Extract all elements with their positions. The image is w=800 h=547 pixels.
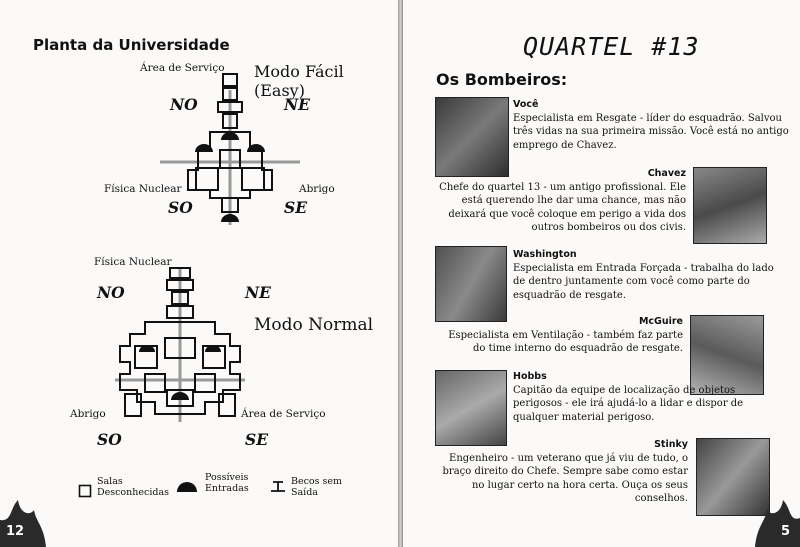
flame-icon (755, 500, 800, 547)
easy-dir-ne: NE (284, 95, 310, 114)
member-hobbs (513, 370, 783, 424)
normal-label-top: Física Nuclear (94, 256, 172, 268)
normal-floor-map (105, 262, 255, 432)
member-description: Especialista em Entrada Forçada - trabalha do lado de dentro juntamente com você como parte do esquadrão de resgate. (513, 262, 774, 301)
page-title: Planta da Universidade (33, 36, 230, 54)
page-number: 5 (781, 524, 791, 539)
page-number: 12 (6, 524, 25, 539)
legend-possible-entrances-line2: Entradas (205, 483, 249, 494)
member-photo-chavez (693, 167, 767, 244)
normal-label-right: Área de Serviço (241, 408, 326, 420)
member-voce (513, 98, 793, 152)
easy-dir-se: SE (284, 198, 308, 217)
possible-entrance-icon (221, 214, 239, 222)
normal-mode-label: Modo Normal (254, 315, 374, 335)
normal-label-left: Abrigo (70, 408, 106, 420)
member-name: McGuire (638, 316, 683, 327)
normal-dir-ne: NE (245, 283, 271, 302)
left-page (0, 0, 398, 547)
legend-unknown-rooms (97, 476, 169, 498)
section-title: Os Bombeiros: (436, 70, 568, 89)
member-name: Stinky (654, 439, 688, 450)
easy-label-left: Física Nuclear (104, 183, 182, 195)
easy-label-right: Abrigo (299, 183, 335, 195)
member-description: Especialista em Ventilação - também faz parte do time interno do esquadrão de resgate. (448, 329, 683, 354)
member-description: Especialista em Resgate - líder do esquadrão. Salvou três vidas na sua primeira missão. Você está no antigo emprego de Chavez. (513, 112, 789, 151)
member-chavez (433, 167, 686, 235)
member-name: Hobbs (513, 371, 547, 382)
legend-unknown-rooms-line2: Desconhecidas (97, 487, 169, 498)
page-title: QUARTEL #13 (523, 32, 700, 61)
normal-dir-nw: NO (97, 283, 125, 302)
normal-dir-se: SE (245, 430, 269, 449)
member-description: Engenheiro - um veterano que já viu de tudo, o braço direito do Chefe. Sempre sabe como estar no lugar certo na hora certa. Ouça os seus conselhos. (442, 452, 688, 504)
easy-mode-label: Modo Fácil (Easy) (254, 62, 344, 100)
possible-entrance-icon (221, 132, 239, 140)
legend-dead-ends (291, 476, 342, 498)
legend-unknown-rooms-line1: Salas (97, 476, 123, 487)
member-description: Chefe do quartel 13 - um antigo profissional. Ele está querendo lhe dar uma chance, mas não deixará que você coloque em perigo a vida dos outros bombeiros ou dos civis. (439, 181, 686, 233)
dead-end-icon (268, 478, 288, 494)
unknown-room-icon (78, 484, 92, 498)
right-page (403, 0, 800, 547)
member-photo-voce (435, 97, 509, 177)
legend-possible-entrances (205, 472, 249, 494)
easy-label-top: Área de Serviço (140, 62, 225, 74)
member-mcguire (433, 315, 683, 356)
member-name: Washington (513, 249, 577, 260)
member-description: Capitão da equipe de localização de objetos perigosos - ele irá ajudá-lo a lidar e dispor de qualquer material perigoso. (513, 384, 744, 423)
member-photo-washington (435, 246, 507, 322)
easy-dir-sw: SO (168, 198, 193, 217)
member-photo-hobbs (435, 370, 507, 446)
legend-possible-entrances-line1: Possíveis (205, 472, 249, 483)
normal-dir-sw: SO (97, 430, 122, 449)
member-washington (513, 248, 788, 302)
member-name: Chavez (647, 168, 686, 179)
possible-entrance-icon (175, 478, 199, 494)
member-name: Você (513, 99, 539, 110)
easy-dir-nw: NO (170, 95, 198, 114)
legend-dead-ends-line1: Becos sem (291, 476, 343, 487)
member-stinky (433, 438, 688, 506)
possible-entrance-icon (171, 392, 189, 400)
legend-dead-ends-line2: Saída (291, 487, 318, 498)
easy-floor-map (150, 70, 310, 235)
